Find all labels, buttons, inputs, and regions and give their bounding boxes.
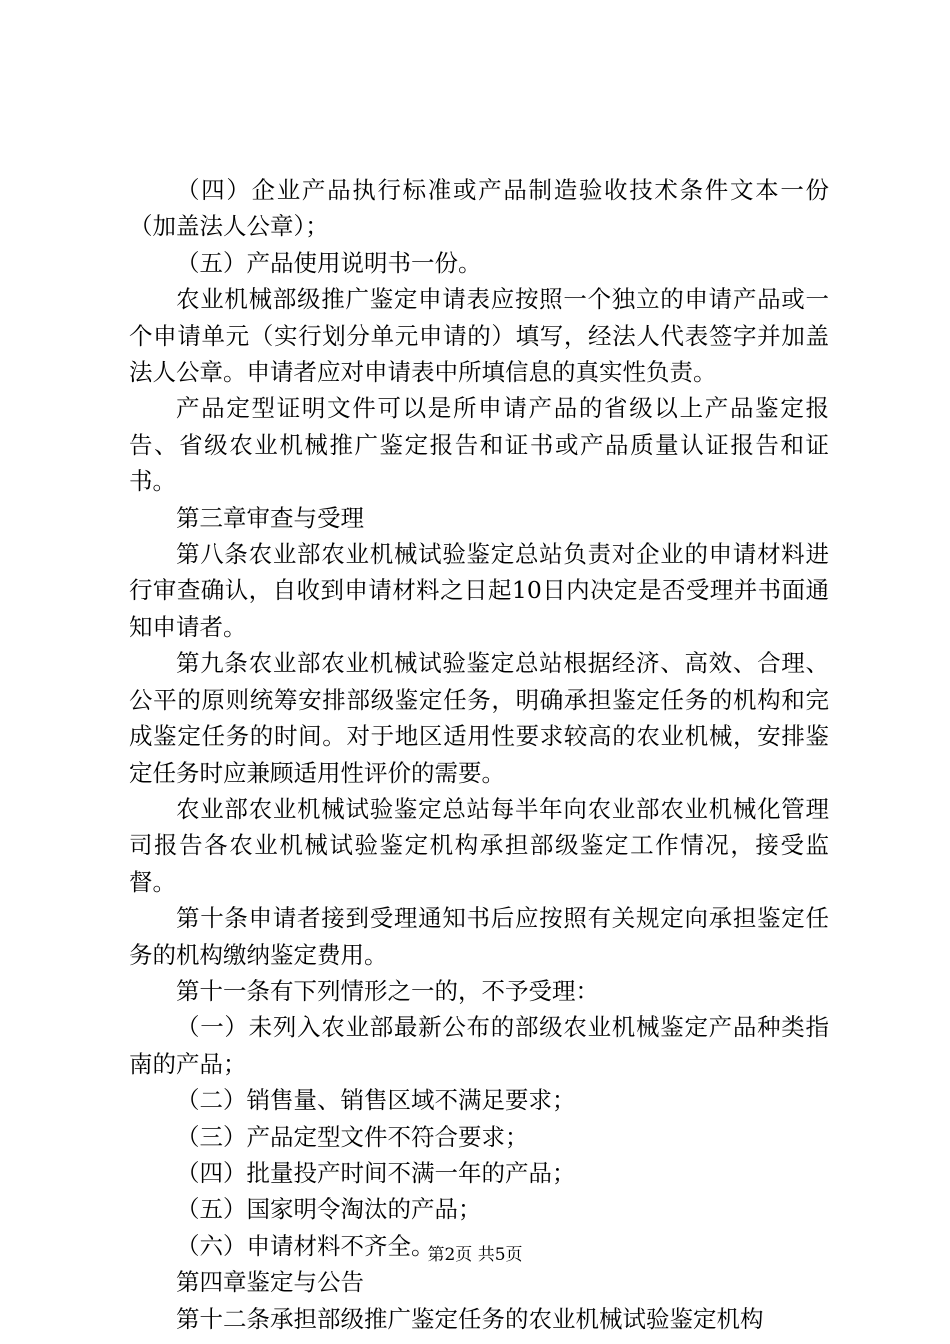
article-11-item-2: （二）销售量、销售区域不满足要求； bbox=[176, 1086, 576, 1115]
page-footer bbox=[0, 1244, 950, 1266]
document-body bbox=[129, 172, 829, 1337]
article-11-item-6: （六）申请材料不齐全。 bbox=[176, 1231, 435, 1260]
article-11-item-5: （五）国家明令淘汰的产品； bbox=[176, 1195, 482, 1224]
chapter-3-heading: 第三章审查与受理 bbox=[176, 503, 364, 532]
chapter-4-heading: 第四章鉴定与公告 bbox=[176, 1268, 364, 1297]
article-9-report: 农业部农业机械试验鉴定总站每半年向农业部农业机械化管理司报告各农业机械试验鉴定机构承担部级鉴定工作情况，接受监督。 bbox=[129, 794, 829, 896]
certification-document-note: 产品定型证明文件可以是所申请产品的省级以上产品鉴定报告、省级农业机械推广鉴定报告和证书或产品质量认证报告和证书。 bbox=[129, 394, 829, 496]
article-11-item-4: （四）批量投产时间不满一年的产品； bbox=[176, 1158, 576, 1187]
article-8: 第八条农业部农业机械试验鉴定总站负责对企业的申请材料进行审查确认，自收到申请材料之日起10日内决定是否受理并书面通知申请者。 bbox=[129, 540, 829, 641]
article-12: 第十二条承担部级推广鉴定任务的农业机械试验鉴定机构 bbox=[176, 1304, 764, 1333]
article-11-item-1: （一）未列入农业部最新公布的部级农业机械鉴定产品种类指南的产品； bbox=[129, 1013, 829, 1078]
item-5-manual: （五）产品使用说明书一份。 bbox=[176, 248, 482, 277]
article-10: 第十条申请者接到受理通知书后应按照有关规定向承担鉴定任务的机构缴纳鉴定费用。 bbox=[129, 904, 829, 969]
article-11: 第十一条有下列情形之一的，不予受理： bbox=[176, 976, 599, 1005]
application-form-note: 农业机械部级推广鉴定申请表应按照一个独立的申请产品或一个申请单元（实行划分单元申请的）填写，经法人代表签字并加盖法人公章。申请者应对申请表中所填信息的真实性负责。 bbox=[129, 285, 829, 387]
page-number: 第2页 共5页 bbox=[427, 1245, 523, 1265]
item-4-standard: （四）企业产品执行标准或产品制造验收技术条件文本一份（加盖法人公章）； bbox=[129, 176, 829, 241]
article-11-item-3: （三）产品定型文件不符合要求； bbox=[176, 1122, 529, 1151]
article-9: 第九条农业部农业机械试验鉴定总站根据经济、高效、合理、公平的原则统筹安排部级鉴定任务，明确承担鉴定任务的机构和完成鉴定任务的时间。对于地区适用性要求较高的农业机械，安排鉴定任务时应兼顾适用性评价的需要。 bbox=[129, 649, 829, 787]
